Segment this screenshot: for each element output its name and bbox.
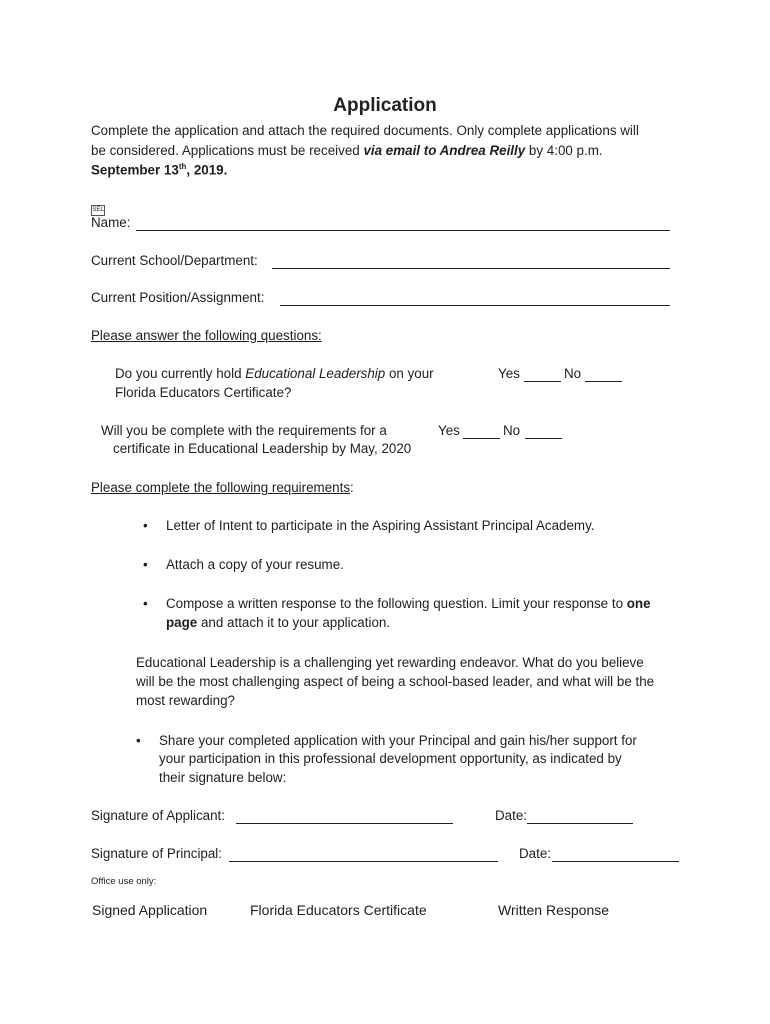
- q1-emphasis: Educational Leadership: [245, 366, 386, 381]
- intro-line-2: [91, 143, 603, 158]
- position-field[interactable]: [280, 290, 670, 306]
- bullet-icon: •: [136, 733, 141, 748]
- applicant-date-field[interactable]: [527, 809, 633, 824]
- position-label: Current Position/Assignment:: [91, 290, 265, 305]
- q1-text-a: Do you currently hold: [115, 366, 246, 381]
- school-label: Current School/Department:: [91, 253, 258, 268]
- applicant-signature-label: Signature of Applicant:: [91, 808, 225, 823]
- q1-yes-label: Yes: [498, 366, 520, 381]
- question-2-line-2: certificate in Educational Leadership by May, 2020: [113, 441, 412, 456]
- principal-signature-field[interactable]: [229, 847, 498, 862]
- requirement-item-2: Attach a copy of your resume.: [166, 557, 344, 572]
- prompt-line-2: will be the most challenging aspect of being a school-based leader, and what will be the: [136, 674, 655, 689]
- q2-no-blank[interactable]: [525, 424, 562, 439]
- date-end: , 2019.: [186, 162, 228, 178]
- prompt-line-1: Educational Leadership is a challenging yet rewarding endeavor. What do you believe: [136, 655, 644, 670]
- q1-yes-blank[interactable]: [524, 367, 561, 382]
- office-signed-application: Signed Application: [92, 902, 208, 918]
- glyph-icon: SEL: [91, 205, 105, 216]
- email-recipient: via email to Andrea Reilly: [363, 143, 526, 158]
- requirement-item-4-line-1: Share your completed application with your Principal and gain his/her support for: [159, 733, 637, 748]
- date-sup: th: [178, 162, 187, 171]
- office-florida-certificate: Florida Educators Certificate: [250, 902, 427, 918]
- bullet-icon: •: [143, 518, 148, 533]
- date-main: September 13: [91, 162, 179, 178]
- page-title: Application: [333, 95, 437, 116]
- question-1-line-2: Florida Educators Certificate?: [115, 385, 292, 400]
- requirement-item-4-line-3: their signature below:: [159, 770, 287, 785]
- requirements-heading-colon: :: [350, 480, 354, 495]
- principal-date-field[interactable]: [552, 847, 679, 862]
- requirement-item-4-line-2: your participation in this professional development opportunity, as indicated by: [159, 751, 622, 766]
- item3-bold-page: page: [166, 615, 198, 630]
- requirement-item-3-line-2: [166, 615, 390, 630]
- q2-no-label: No: [503, 423, 521, 438]
- requirements-heading-text: Please complete the following requirements: [91, 480, 351, 495]
- q1-text-b: on your: [385, 366, 434, 381]
- intro-text: be considered. Applications must be received: [91, 143, 364, 158]
- office-written-response: Written Response: [498, 902, 610, 918]
- requirement-item-1: Letter of Intent to participate in the Aspiring Assistant Principal Academy.: [166, 518, 595, 533]
- item3-text-b: and attach it to your application.: [197, 615, 391, 630]
- q1-no-blank[interactable]: [585, 367, 622, 382]
- bullet-icon: •: [143, 557, 148, 572]
- glyph-box: [91, 199, 105, 216]
- applicant-date-label: Date:: [495, 808, 528, 823]
- bullet-icon: •: [143, 596, 148, 611]
- name-field[interactable]: [136, 215, 670, 231]
- deadline-date: [91, 162, 227, 177]
- item3-text-a: Compose a written response to the following question. Limit your response to: [166, 596, 627, 611]
- item3-bold-one: one: [626, 596, 651, 611]
- office-use-label: Office use only:: [91, 876, 157, 887]
- deadline-time: by 4:00 p.m.: [525, 143, 603, 158]
- name-label: Name:: [91, 215, 131, 230]
- questions-heading: Please answer the following questions:: [91, 328, 322, 343]
- principal-date-label: Date:: [519, 846, 552, 861]
- question-1-line-1: [115, 366, 434, 381]
- principal-signature-label: Signature of Principal:: [91, 846, 223, 861]
- q2-yes-label: Yes: [438, 423, 460, 438]
- prompt-line-3: most rewarding?: [136, 693, 235, 708]
- q2-yes-blank[interactable]: [463, 424, 500, 439]
- q1-no-label: No: [564, 366, 582, 381]
- requirements-heading: [91, 480, 354, 495]
- school-field[interactable]: [272, 253, 670, 269]
- intro-line-1: Complete the application and attach the required documents. Only complete applications will: [91, 123, 639, 138]
- applicant-signature-field[interactable]: [236, 809, 453, 824]
- question-2-line-1: Will you be complete with the requirements for a: [101, 423, 387, 438]
- requirement-item-3-line-1: [166, 596, 651, 611]
